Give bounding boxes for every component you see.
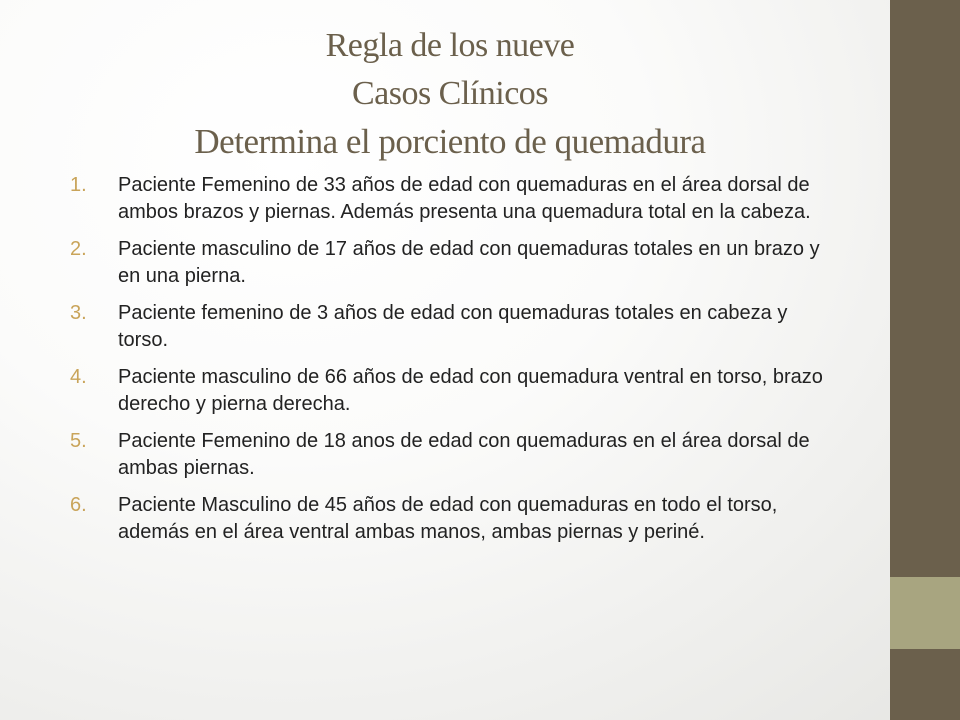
case-number: 3. [70, 302, 87, 324]
title-line-3: Determina el porciento de quemadura [194, 122, 706, 161]
case-number: 1. [70, 174, 87, 196]
case-item-6 [70, 492, 840, 546]
case-item-2 [70, 236, 840, 290]
case-text: Paciente Femenino de 18 anos de edad con quemaduras en el área dorsal de ambas piernas. [118, 430, 810, 479]
case-list [70, 172, 840, 556]
title-line-2: Casos Clínicos [351, 75, 549, 112]
case-item-4 [70, 364, 840, 418]
case-text: Paciente masculino de 66 años de edad con quemadura ventral en torso, brazo derecho y pierna derecha. [118, 366, 823, 415]
case-number: 6. [70, 494, 87, 516]
case-item-3 [70, 300, 840, 354]
case-item-5 [70, 428, 840, 482]
case-text: Paciente masculino de 17 años de edad con quemaduras totales en un brazo y en una pierna. [118, 238, 820, 287]
case-text: Paciente femenino de 3 años de edad con quemaduras totales en cabeza y torso. [118, 302, 788, 351]
case-item-1 [70, 172, 840, 226]
slide-title [60, 22, 840, 166]
title-line-1: Regla de los nueve [325, 27, 575, 64]
case-text: Paciente Femenino de 33 años de edad con quemaduras en el área dorsal de ambos brazos y piernas. Además presenta una quemadura total en la cabeza. [118, 174, 811, 223]
case-text: Paciente Masculino de 45 años de edad con quemaduras en todo el torso, además en el área ventral ambas manos, ambas piernas y periné. [118, 494, 778, 543]
case-number: 5. [70, 430, 87, 452]
case-number: 4. [70, 366, 87, 388]
case-number: 2. [70, 238, 87, 260]
side-accent-block [890, 577, 960, 649]
